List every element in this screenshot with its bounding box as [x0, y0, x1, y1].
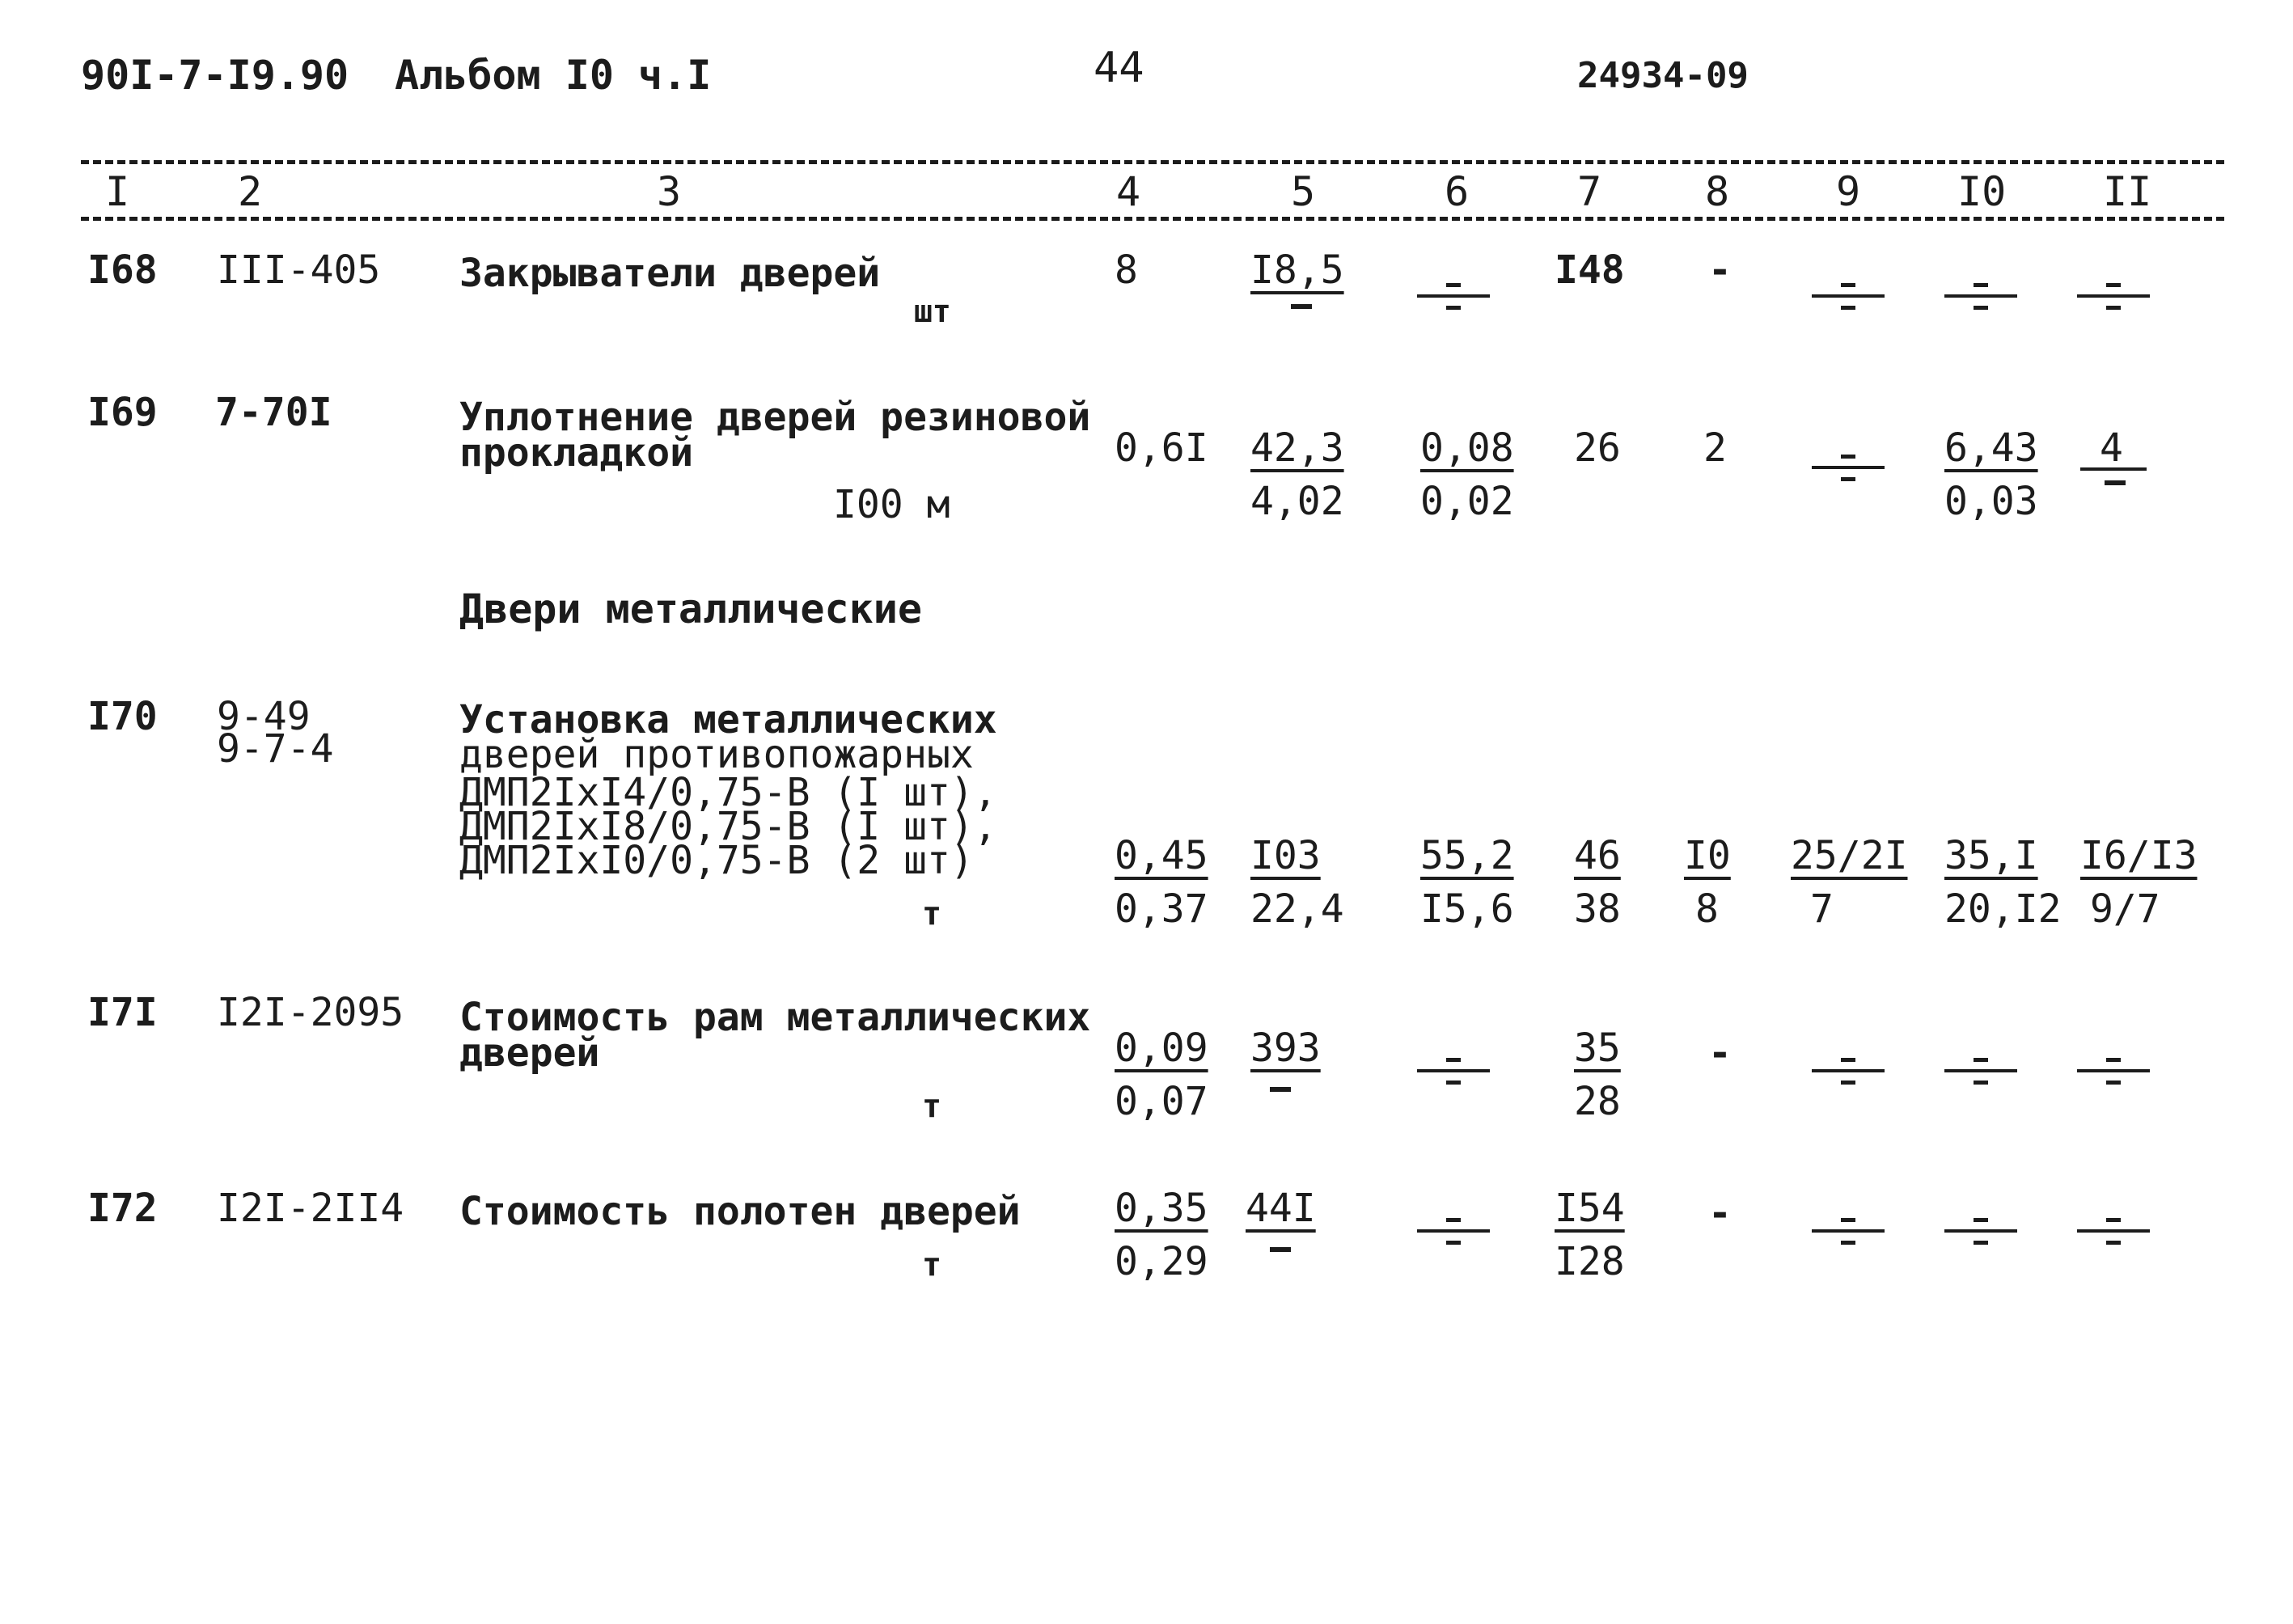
- norm-code-line-2: 9-7-4: [217, 726, 334, 772]
- value-col-5-bottom-dash: [1291, 304, 1312, 309]
- value-col-11-bottom-dash: [2105, 480, 2126, 485]
- norm-code: I2I-2II4: [217, 1186, 404, 1231]
- value-col-11-top: I6/I3: [2080, 833, 2198, 878]
- value-col-6-empty-fraction: [1417, 1056, 1490, 1089]
- value-col-5-top: I8,5: [1250, 247, 1344, 293]
- row-number: I70: [87, 694, 158, 739]
- value-col-8: -: [1708, 1191, 1732, 1236]
- value-col-4-top: 0,45: [1115, 833, 1208, 878]
- value-col-7-top: 35: [1574, 1026, 1621, 1071]
- value-col-11-bottom: 9/7: [2090, 886, 2160, 932]
- column-number-6: 6: [1445, 168, 1470, 215]
- unit-label: т: [922, 895, 942, 933]
- value-col-5-bottom: 22,4: [1250, 886, 1344, 932]
- value-col-5-bottom-dash: [1270, 1247, 1291, 1252]
- page-number: 44: [1094, 44, 1144, 92]
- column-header-top-rule: [81, 160, 2224, 164]
- section-heading: Двери металлические: [459, 586, 922, 632]
- item-description: Стоимость полотен дверей: [459, 1189, 1021, 1234]
- value-col-4: 8: [1115, 247, 1138, 293]
- value-col-5-bottom-dash: [1270, 1087, 1291, 1092]
- unit-label: т: [922, 1088, 942, 1125]
- value-col-7-bottom: I28: [1555, 1239, 1625, 1284]
- unit-label: т: [922, 1246, 942, 1284]
- value-col-8: 2: [1703, 425, 1727, 471]
- value-col-8: -: [1708, 247, 1732, 293]
- column-number-7: 7: [1577, 168, 1602, 215]
- value-col-4-top: 0,09: [1115, 1026, 1208, 1071]
- value-col-10-top: 6,43: [1944, 425, 2038, 471]
- value-col-6-empty-fraction: [1417, 1216, 1490, 1249]
- value-col-10-empty-fraction: [1944, 1056, 2017, 1089]
- item-description-line-2: дверей противопожарных: [459, 732, 974, 777]
- value-col-6-bottom: I5,6: [1420, 886, 1514, 932]
- value-col-11-empty-fraction: [2077, 1056, 2150, 1089]
- value-col-8-bottom: 8: [1695, 886, 1719, 932]
- value-col-4-top: 0,35: [1115, 1186, 1208, 1231]
- item-description-line-1: Стоимость рам металлических: [459, 995, 1091, 1040]
- item-description-line-2: прокладкой: [459, 430, 693, 476]
- norm-code: III-405: [217, 247, 381, 293]
- item-description-line-4: ДМП2IxI8/0,75-В (I шт),: [459, 804, 997, 849]
- document-code: 90I-7-I9.90: [81, 52, 349, 99]
- value-col-6-bottom: 0,02: [1420, 479, 1514, 524]
- row-number: I72: [87, 1186, 158, 1231]
- value-col-4-bottom: 0,37: [1115, 886, 1208, 932]
- column-number-11: II: [2103, 168, 2152, 215]
- value-col-9-empty-fraction: [1812, 1056, 1885, 1089]
- value-col-11-fraction-bar: [2080, 467, 2147, 471]
- column-number-5: 5: [1291, 168, 1316, 215]
- value-col-10-top: 35,I: [1944, 833, 2038, 878]
- value-col-10-bottom: 20,I2: [1944, 886, 2062, 932]
- item-description: Закрыватели дверей: [459, 251, 881, 296]
- value-col-7: 26: [1574, 425, 1621, 471]
- value-col-10-empty-fraction: [1944, 1216, 2017, 1249]
- value-col-10-empty-fraction: [1944, 281, 2017, 314]
- item-description-line-1: Уплотнение дверей резиновой: [459, 395, 1091, 440]
- value-col-9-empty-fraction: [1812, 281, 1885, 314]
- value-col-11-top: 4: [2100, 425, 2123, 471]
- item-description-line-3: ДМП2IxI4/0,75-В (I шт),: [459, 770, 997, 815]
- value-col-4-bottom: 0,07: [1115, 1079, 1208, 1124]
- column-header-bottom-rule: [81, 217, 2224, 221]
- value-col-5-top: 42,3: [1250, 425, 1344, 471]
- column-number-4: 4: [1116, 168, 1141, 215]
- norm-code: 7-70I: [215, 390, 332, 435]
- column-number-8: 8: [1705, 168, 1730, 215]
- value-col-6-top: 55,2: [1420, 833, 1514, 878]
- column-number-3: 3: [657, 168, 682, 215]
- item-description-line-5: ДМП2IxI0/0,75-В (2 шт): [459, 838, 974, 883]
- value-col-9-empty-fraction: [1812, 453, 1885, 485]
- row-number: I68: [87, 247, 158, 293]
- value-col-6-top: 0,08: [1420, 425, 1514, 471]
- column-number-1: I: [105, 168, 130, 215]
- column-number-2: 2: [238, 168, 263, 215]
- album-label: Альбом I0 ч.I: [395, 52, 712, 99]
- item-description-line-2: дверей: [459, 1030, 600, 1076]
- value-col-8: -: [1708, 1030, 1732, 1076]
- value-col-5-top: 393: [1250, 1026, 1321, 1071]
- value-col-9-bottom: 7: [1810, 886, 1834, 932]
- archive-number: 24934-09: [1577, 55, 1749, 96]
- value-col-7-bottom: 28: [1574, 1079, 1621, 1124]
- value-col-4: 0,6I: [1115, 425, 1208, 471]
- value-col-5-top: I03: [1250, 833, 1321, 878]
- value-col-5-top: 44I: [1246, 1186, 1316, 1231]
- value-col-8-top: I0: [1684, 833, 1731, 878]
- value-col-7-bottom: 38: [1574, 886, 1621, 932]
- unit-label: шт: [914, 294, 951, 329]
- value-col-5-bottom: 4,02: [1250, 479, 1344, 524]
- value-col-9-empty-fraction: [1812, 1216, 1885, 1249]
- value-col-11-empty-fraction: [2077, 1216, 2150, 1249]
- norm-code-line-1: 9-49: [217, 694, 311, 739]
- value-col-7: I48: [1555, 247, 1625, 293]
- row-number: I7I: [87, 990, 158, 1035]
- value-col-9-top: 25/2I: [1791, 833, 1908, 878]
- value-col-7-top: 46: [1574, 833, 1621, 878]
- norm-code: I2I-2095: [217, 990, 404, 1035]
- column-number-10: I0: [1957, 168, 2007, 215]
- item-description-line-1: Установка металлических: [459, 697, 997, 742]
- value-col-11-empty-fraction: [2077, 281, 2150, 314]
- value-col-7-top: I54: [1555, 1186, 1625, 1231]
- value-col-6-empty-fraction: [1417, 281, 1490, 314]
- value-col-10-bottom: 0,03: [1944, 479, 2038, 524]
- column-number-9: 9: [1836, 168, 1861, 215]
- unit-label: I00 м: [833, 482, 950, 527]
- value-col-4-bottom: 0,29: [1115, 1239, 1208, 1284]
- row-number: I69: [87, 390, 158, 435]
